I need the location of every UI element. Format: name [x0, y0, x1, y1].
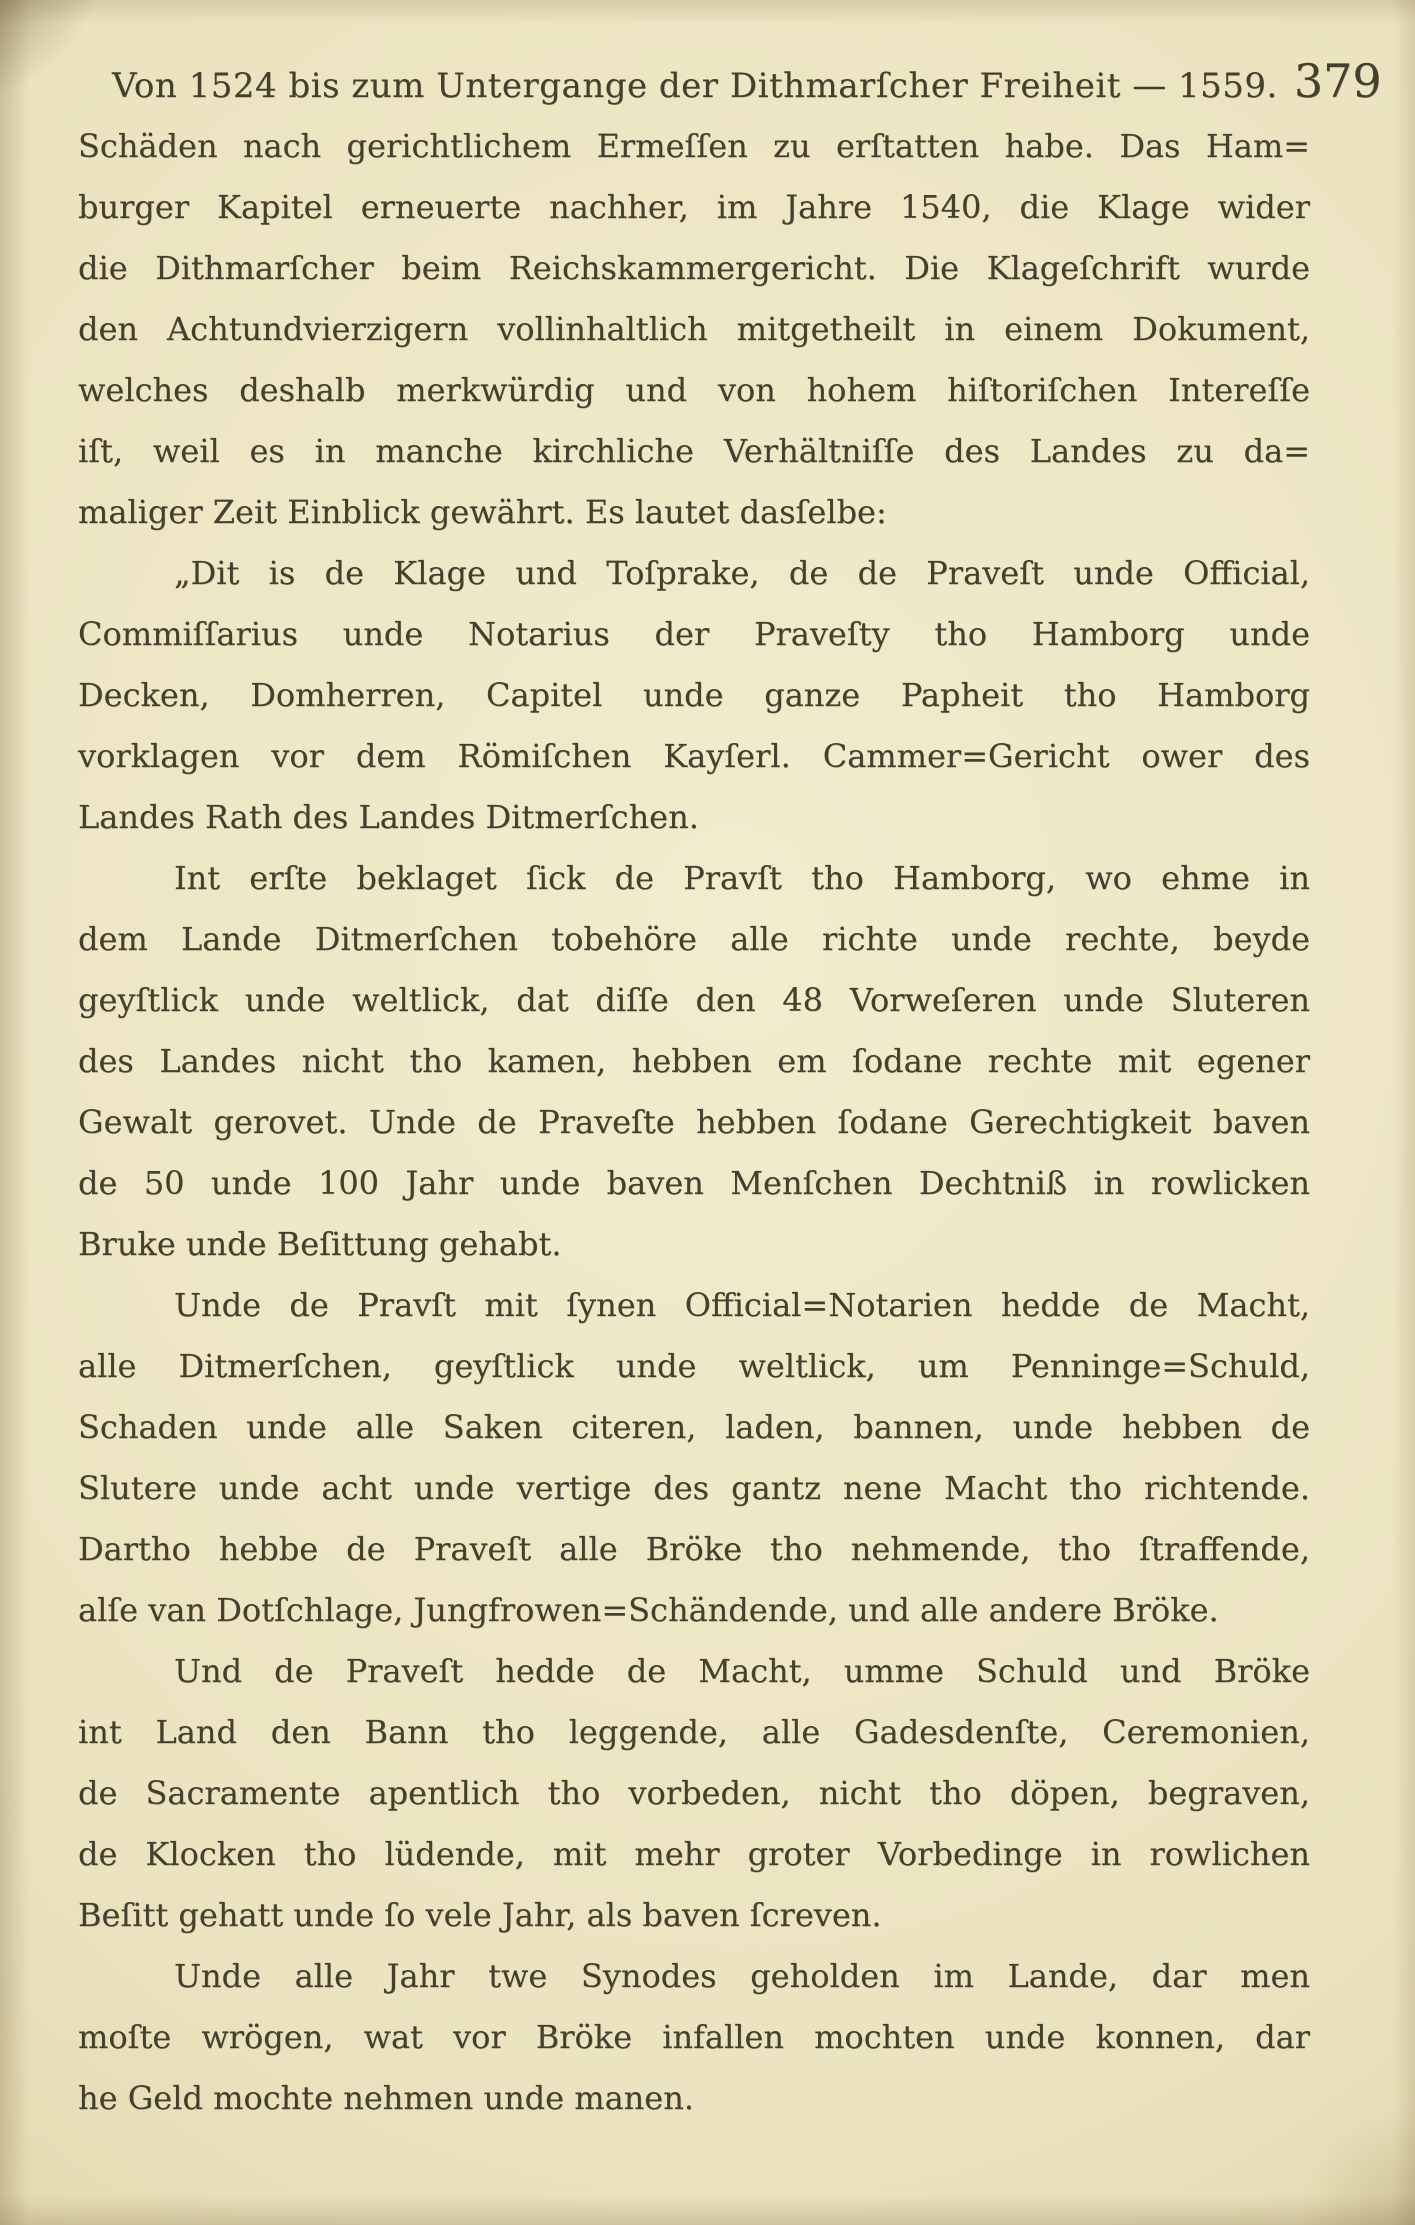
text-line: Gewalt gerovet. Unde de Praveſte hebben ſodane Gerechtigkeit baven [78, 1103, 1310, 1141]
text-line: de Sacramente apentlich tho vorbeden, nicht tho döpen, begraven, [78, 1774, 1310, 1812]
text-line: he Geld mochte nehmen unde manen. [78, 2079, 694, 2117]
text-line: Slutere unde acht unde vertige des gantz nene Macht tho richtende. [78, 1469, 1310, 1507]
text-line: int Land den Bann tho leggende, alle Gadesdenſte, Ceremonien, [78, 1713, 1310, 1751]
text-line: Schaden unde alle Saken citeren, laden, bannen, unde hebben de [78, 1408, 1310, 1446]
page-header [112, 54, 1382, 108]
text-line: moſte wrögen, wat vor Bröke infallen mochten unde konnen, dar [78, 2018, 1310, 2056]
paragraph-5 [78, 1641, 1310, 1946]
text-line: die Dithmarſcher beim Reichskammergericht. Die Klageſchrift wurde [78, 249, 1310, 287]
text-line: geyſtlick unde weltlick, dat diſſe den 48 Vorweſeren unde Sluteren [78, 981, 1310, 1019]
text-line: alle Ditmerſchen, geyſtlick unde weltlick, um Penninge=Schuld, [78, 1347, 1310, 1385]
text-line: welches deshalb merkwürdig und von hohem hiſtoriſchen Intereſſe [78, 371, 1310, 409]
text-line: Landes Rath des Landes Ditmerſchen. [78, 798, 699, 836]
text-line: alſe van Dotſchlage, Jungfrowen=Schändende, und alle andere Bröke. [78, 1591, 1219, 1629]
page-body [78, 116, 1310, 2129]
text-line: Commiſſarius unde Notarius der Praveſty tho Hamborg unde [78, 615, 1310, 653]
text-line: Schäden nach gerichtlichem Ermeſſen zu erſtatten habe. Das Ham= [78, 127, 1310, 165]
text-line: Dartho hebbe de Praveſt alle Bröke tho nehmende, tho ſtraffende, [78, 1530, 1310, 1568]
text-line: vorklagen vor dem Römiſchen Kayſerl. Cammer=Gericht ower des [78, 737, 1310, 775]
page-number: 379 [1293, 54, 1382, 108]
text-line: iſt, weil es in manche kirchliche Verhältniſſe des Landes zu da= [78, 432, 1310, 470]
text-line: Unde alle Jahr twe Synodes geholden im Lande, dar men [174, 1957, 1310, 1995]
paragraph-4 [78, 1275, 1310, 1641]
text-line: maliger Zeit Einblick gewährt. Es lautet dasſelbe: [78, 493, 887, 531]
paragraph-3 [78, 848, 1310, 1275]
text-line: „Dit is de Klage und Toſprake, de de Praveſt unde Official, [174, 554, 1310, 592]
text-line: Int erſte beklaget ſick de Pravſt tho Hamborg, wo ehme in [174, 859, 1310, 897]
paragraph-1 [78, 116, 1310, 543]
text-line: de 50 unde 100 Jahr unde baven Menſchen Dechtniß in rowlicken [78, 1164, 1310, 1202]
text-line: Und de Praveſt hedde de Macht, umme Schuld und Bröke [174, 1652, 1310, 1690]
text-line: Beſitt gehatt unde ſo vele Jahr, als baven ſcreven. [78, 1896, 882, 1934]
paragraph-6 [78, 1946, 1310, 2129]
text-line: den Achtundvierzigern vollinhaltlich mitgetheilt in einem Dokument, [78, 310, 1310, 348]
text-line: Unde de Pravſt mit ſynen Official=Notarien hedde de Macht, [174, 1286, 1310, 1324]
paragraph-2 [78, 543, 1310, 848]
text-line: burger Kapitel erneuerte nachher, im Jahre 1540, die Klage wider [78, 188, 1310, 226]
running-head: Von 1524 bis zum Untergange der Dithmarſcher Freiheit — 1559. [112, 66, 1278, 106]
text-line: Decken, Domherren, Capitel unde ganze Papheit tho Hamborg [78, 676, 1310, 714]
text-line: dem Lande Ditmerſchen tobehöre alle richte unde rechte, beyde [78, 920, 1310, 958]
text-line: de Klocken tho lüdende, mit mehr groter Vorbedinge in rowlichen [78, 1835, 1310, 1873]
text-line: Bruke unde Beſittung gehabt. [78, 1225, 562, 1263]
text-line: des Landes nicht tho kamen, hebben em ſodane rechte mit egener [78, 1042, 1310, 1080]
